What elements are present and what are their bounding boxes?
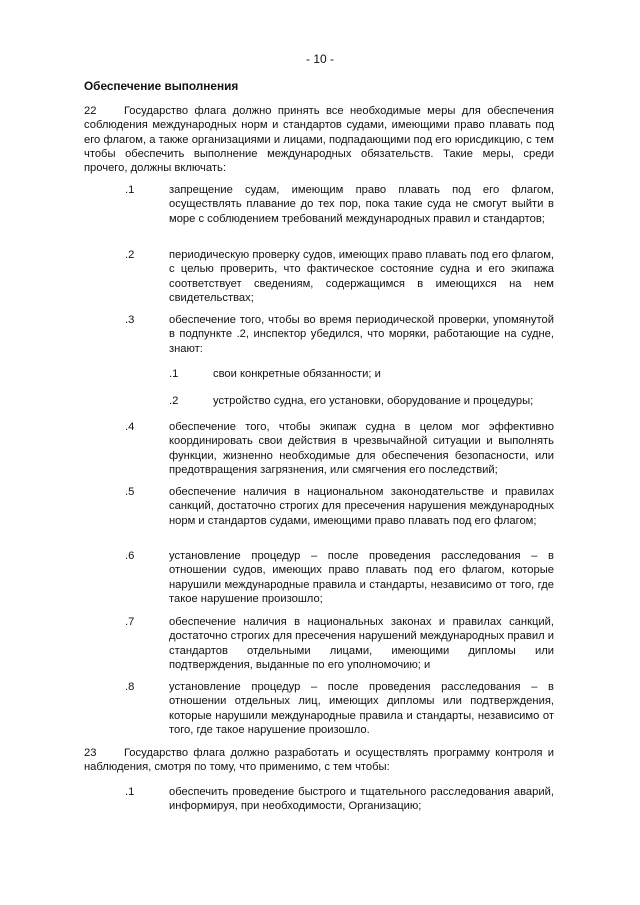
- paragraph-23: [84, 746, 554, 775]
- item-number: .1: [169, 368, 179, 380]
- paragraph-text: Государство флага должно принять все необходимые меры для обеспечения соблюдения международных норм и стандартов судами, имеющими право плавать под его флагом, а также организациями и лицами, подпадающими под его юрисдикцию, с тем чтобы обеспечить выполнение международных обязательств. Такие меры, среди прочего, должны включать:: [84, 105, 554, 175]
- item-text: запрещение судам, имеющим право плавать под его флагом, осуществлять плавание до тех пор, пока такие суда не смогут выйти в море с соблюдением требований международных правил и стандартов;: [169, 184, 554, 225]
- item-number: .4: [125, 421, 135, 433]
- item-text: обеспечение наличия в национальных законах и правилах санкций, достаточно строгих для пресечения нарушений международных правил и стандартов отдельными лицами, имеющими дипломы или подтверждения, выданные по его уполномочию; и: [169, 616, 554, 671]
- section-heading: Обеспечение выполнения: [84, 79, 239, 93]
- item-text: устройство судна, его установки, оборудование и процедуры;: [213, 395, 534, 407]
- item-text: обеспечить проведение быстрого и тщательного расследования аварий, информируя, при необходимости, Организацию;: [169, 786, 554, 813]
- item-number: .8: [125, 681, 135, 693]
- item-text: установление процедур – после проведения расследования – в отношении судов, имеющих право плавать под его флагом, которые нарушили международные правила и стандарты, независимо от того, где такое нарушение произошло;: [169, 550, 554, 605]
- item-text: периодическую проверку судов, имеющих право плавать под его флагом, с целью проверить, что фактическое состояние судна и его экипажа соответствует сведениям, содержащимся в имеющихся на нем свидетельствах;: [169, 249, 554, 304]
- item-text: обеспечение наличия в национальном законодательстве и правилах санкций, достаточно строгих для пресечения нарушения международных норм и стандартов судами, имеющими право плавать под его флагом;: [169, 486, 554, 527]
- paragraph-22: [84, 104, 554, 175]
- item-number: .2: [169, 395, 179, 407]
- paragraph-text: Государство флага должно разработать и осуществлять программу контроля и наблюдения, смотря по тому, что применимо, с тем чтобы:: [84, 747, 554, 774]
- item-number: .2: [125, 249, 135, 261]
- item-text: установление процедур – после проведения расследования – в отношении отдельных лиц, имеющих дипломы или подтверждения, которые нарушили международные правила и стандарты, независимо от того, где такое нарушение произошло.: [169, 681, 554, 736]
- item-text: обеспечение того, чтобы во время периодической проверки, упомянутой в подпункте .2, инспектор убедился, что моряки, работающие на судне, знают:: [169, 314, 554, 355]
- item-number: .3: [125, 314, 135, 326]
- item-text: свои конкретные обязанности; и: [213, 368, 381, 380]
- paragraph-number: 23: [84, 747, 97, 759]
- paragraph-number: 22: [84, 105, 97, 117]
- item-number: .7: [125, 616, 135, 628]
- item-number: .5: [125, 486, 135, 498]
- item-number: .1: [125, 184, 135, 196]
- item-number: .1: [125, 786, 135, 798]
- item-number: .6: [125, 550, 135, 562]
- item-text: обеспечение того, чтобы экипаж судна в целом мог эффективно координировать свои действия в чрезвычайной ситуации и выполнять функции, жизненно необходимые для обеспечения безопасности, или предотвращения загрязнения, или смягчения его последствий;: [169, 421, 554, 476]
- page-number: - 10 -: [305, 52, 334, 66]
